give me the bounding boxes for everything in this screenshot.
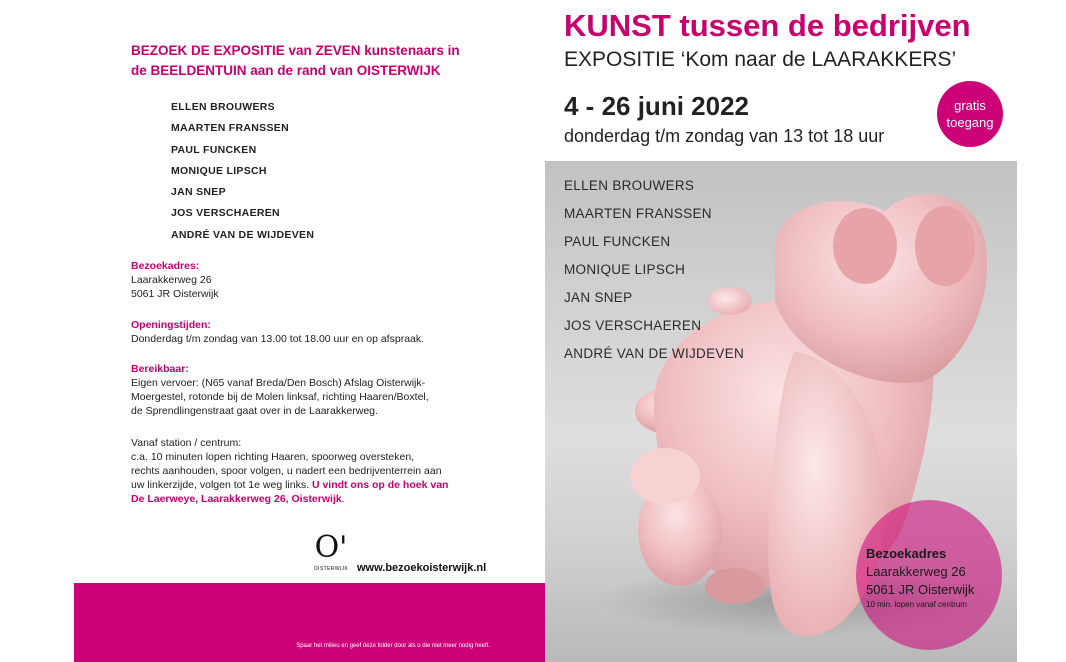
directions-car-line-2: Moergestel, rotonde bij de Molen linksaf, richting Haaren/Boxtel, — [131, 391, 429, 403]
left-heading — [131, 41, 511, 81]
artist-name: ANDRÉ VAN DE WIJDEVEN — [564, 346, 745, 361]
address-city: 5061 JR Oisterwijk — [131, 288, 219, 300]
oisterwijk-logo: O' — [314, 530, 348, 565]
station-line-1: c.a. 10 minuten lopen richting Haaren, spoorweg oversteken, — [131, 451, 415, 463]
station-end: . — [341, 493, 345, 505]
opening-label: Openingstijden: — [131, 319, 211, 331]
station-line-2: rechts aanhouden, spoor volgen, u nadert een bedrijventerrein aan — [131, 465, 442, 477]
artist-name: PAUL FUNCKEN — [564, 234, 671, 249]
address-label: Bezoekadres: — [131, 260, 200, 272]
address-circle-street: Laarakkerweg 26 — [866, 564, 966, 579]
artist-name: ELLEN BROUWERS — [171, 101, 275, 113]
website-link[interactable]: www.bezoekoisterwijk.nl — [357, 562, 487, 574]
artist-name: JOS VERSCHAEREN — [564, 318, 702, 333]
station-highlight-1: U vindt ons op de hoek van — [311, 479, 449, 491]
artist-name: PAUL FUNCKEN — [171, 143, 257, 156]
artist-name: JOS VERSCHAEREN — [171, 207, 280, 220]
opening-text: Donderdag t/m zondag van 13.00 tot 18.00 uur en op afspraak. — [131, 333, 425, 345]
badge-line-2: toegang — [946, 115, 994, 130]
subtitle: EXPOSITIE ‘Kom naar de LAARAKKERS’ — [564, 48, 957, 71]
left-heading-line-2: de BEELDENTUIN aan de rand van OISTERWIJK — [131, 63, 441, 78]
artist-list-right — [564, 177, 744, 373]
address-street: Laarakkerweg 26 — [131, 274, 212, 286]
address-circle-label: Bezoekadres — [866, 546, 947, 561]
artist-name: MONIQUE LIPSCH — [171, 164, 267, 177]
station-highlight-2: De Laerweye, Laarakkerweg 26, Oisterwijk — [131, 493, 342, 505]
artist-name: JAN SNEP — [171, 186, 226, 199]
artist-name: ANDRÉ VAN DE WIJDEVEN — [171, 228, 315, 241]
address-circle-text — [866, 545, 974, 611]
station-directions-block — [131, 436, 491, 506]
free-entry-badge — [937, 81, 1003, 147]
opening-hours: donderdag t/m zondag van 13 tot 18 uur — [564, 126, 885, 146]
directions-car-line-3: de Sprendlingenstraat gaat over in de Laarakkerweg. — [131, 405, 378, 417]
artist-name: JAN SNEP — [564, 290, 633, 305]
oisterwijk-logo-text: OISTERWIJK — [313, 566, 349, 572]
badge-line-1: gratis — [954, 98, 986, 113]
station-title: Vanaf station / centrum: — [131, 437, 242, 449]
main-title: KUNST tussen de bedrijven — [564, 8, 971, 43]
artist-list-left — [171, 101, 314, 250]
directions-block — [131, 362, 491, 418]
address-block — [131, 259, 491, 301]
directions-car-line-1: Eigen vervoer: (N65 vanaf Breda/Den Bosch) Afslag Oisterwijk- — [131, 377, 426, 389]
opening-hours-block — [131, 318, 491, 346]
footer-note: Spaar het milieu en geef deze folder door als u die niet meer nodig heeft. — [296, 643, 490, 649]
artist-name: ELLEN BROUWERS — [564, 178, 695, 193]
address-circle-city: 5061 JR Oisterwijk — [866, 582, 975, 597]
address-circle-note: 10 min. lopen vanaf centrum — [866, 600, 967, 609]
exhibition-dates: 4 - 26 juni 2022 — [564, 91, 749, 121]
station-line-4-wrap — [131, 492, 491, 506]
artist-name: MONIQUE LIPSCH — [564, 262, 686, 277]
left-heading-line-1: BEZOEK DE EXPOSITIE van ZEVEN kunstenaars in — [131, 43, 460, 58]
artist-name: MAARTEN FRANSSEN — [564, 206, 712, 221]
pink-footer-band — [74, 583, 546, 662]
station-line-3: uw linkerzijde, volgen tot 1e weg links. — [131, 479, 310, 491]
artist-name: MAARTEN FRANSSEN — [171, 122, 289, 135]
directions-label: Bereikbaar: — [131, 363, 189, 375]
station-line-3-wrap — [131, 478, 491, 492]
